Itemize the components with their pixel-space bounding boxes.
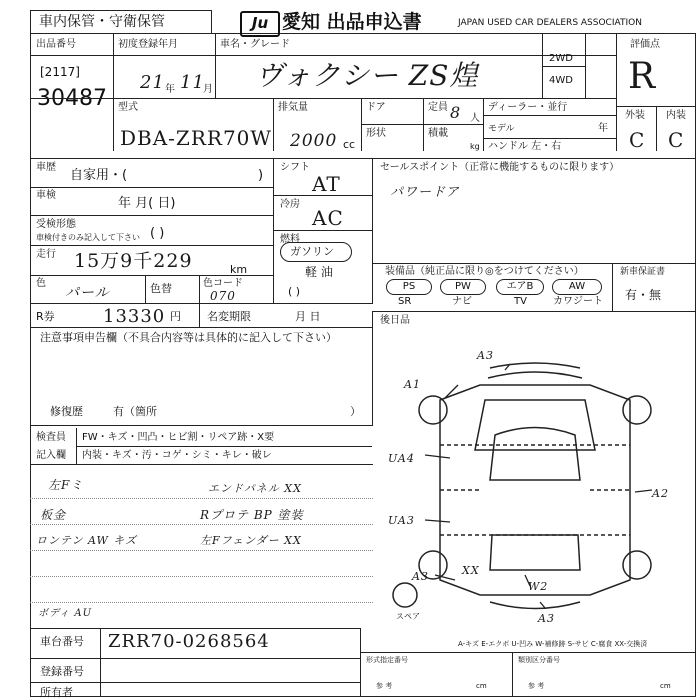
form-title: 愛知 出品申込書 xyxy=(282,11,422,33)
chassis-value: ZRR70-0268564 xyxy=(108,631,270,652)
equip-airbag: エアB xyxy=(496,279,544,295)
door-label: ドア xyxy=(366,102,386,113)
capacity-person: 人 xyxy=(470,113,480,124)
lot-number: 30487 xyxy=(37,86,107,111)
mark-a1: A1 xyxy=(404,378,421,391)
equip-tv: TV xyxy=(514,296,527,307)
spare-label: スペア xyxy=(396,612,420,621)
registration-label: 初度登録年月 xyxy=(118,39,178,50)
title-change-label: 名変期限 xyxy=(207,310,251,323)
rear-seat-label: 後日品 xyxy=(380,315,410,326)
recycle-note: 車検付きのみ記入して下さい xyxy=(36,233,140,242)
recycle-paren: ( ) xyxy=(150,226,165,241)
mileage-label: 走行 xyxy=(36,249,56,260)
aircon-value: AC xyxy=(312,206,344,230)
capacity-label: 定員 xyxy=(428,102,448,113)
owner-label: 所有者 xyxy=(40,686,73,699)
note-5: ロンテン AW キズ xyxy=(36,534,138,547)
dealer-label: ディーラー・並行 xyxy=(488,102,568,113)
fuel-alt: 軽 油 xyxy=(305,265,333,279)
note-7: ボディ AU xyxy=(38,608,93,619)
rating-interior-value: C xyxy=(668,128,685,152)
mark-a3-bl: A3 xyxy=(412,570,429,583)
color-code-value: 070 xyxy=(210,289,236,303)
aircon-label: 冷房 xyxy=(280,199,300,210)
rating-exterior-value: C xyxy=(629,128,646,152)
displacement-value: 2000 xyxy=(290,131,338,151)
equip-navi: ナビ xyxy=(452,296,472,307)
mark-xx: XX xyxy=(462,564,480,577)
history-label: 車歴 xyxy=(36,162,56,173)
mark-ua3: UA3 xyxy=(388,514,415,527)
color-label: 色 xyxy=(36,278,46,289)
color-change-label: 色替 xyxy=(150,282,172,295)
note-3: 板金 xyxy=(40,508,67,522)
warranty-value: 有・無 xyxy=(625,288,662,302)
displacement-label: 排気量 xyxy=(278,102,308,113)
cm-label-1: cm xyxy=(476,682,487,690)
ju-logo: Ju xyxy=(240,11,280,37)
equipment-label: 装備品（純正品に限り◎をつけてください） xyxy=(385,266,584,277)
mark-w2: W2 xyxy=(528,580,549,593)
rating-label: 評価点 xyxy=(630,39,660,50)
registration-nen: 年 xyxy=(165,84,175,95)
equip-seat: カワジート xyxy=(553,296,603,307)
load-kg: kg xyxy=(470,142,480,151)
model-name-label: 車名・グレード xyxy=(220,39,290,50)
selling-points-value: パワードア xyxy=(390,185,460,200)
color-value: パール xyxy=(65,285,110,301)
inspector-label: 検査員 xyxy=(36,432,66,443)
inspector-legend-1: FW・キズ・凹凸・ヒビ割・リペア跡・X要 xyxy=(82,432,275,443)
recycle-label: 受検形態 xyxy=(36,219,76,230)
note-4: Rプロテ BP 塗装 xyxy=(200,508,304,522)
recycle-fee-label: R券 xyxy=(36,310,55,323)
shift-label: シフト xyxy=(280,162,310,173)
storage-label: 車内保管・守衛保管 xyxy=(39,14,165,30)
repair-close: ） xyxy=(350,405,361,418)
rating-exterior-label: 外装 xyxy=(625,110,645,121)
mileage-value: 15万9千229 xyxy=(74,250,193,272)
note-6: 左Fフェンダー XX xyxy=(200,534,302,547)
ref-label-1: 参 考 xyxy=(376,682,393,690)
mark-a3-top: A3 xyxy=(477,349,494,362)
equip-sr: SR xyxy=(398,296,412,307)
mark-a2: A2 xyxy=(652,487,669,500)
title-change-value: 月 日 xyxy=(295,310,321,323)
history-value: 自家用・( xyxy=(70,168,128,183)
reg-number-label: 登録番号 xyxy=(40,665,84,678)
lot-sub-number: [2117] xyxy=(40,65,80,79)
load-label: 積載 xyxy=(428,128,448,139)
repair-label: 修復歴 xyxy=(50,405,83,418)
inspection-label: 車検 xyxy=(36,190,56,201)
type-value: DBA-ZRR70W xyxy=(120,126,272,150)
drive-4wd: 4WD xyxy=(549,75,573,86)
handle-label: ハンドル 左・右 xyxy=(488,141,562,152)
cm-label-2: cm xyxy=(660,682,671,690)
chassis-label: 車台番号 xyxy=(40,635,84,648)
type-designation-label: 形式指定番号 xyxy=(366,656,408,664)
mark-a3-bottom: A3 xyxy=(538,612,555,625)
warranty-label: 新車保証書 xyxy=(620,267,666,277)
shape-label: 形状 xyxy=(366,128,386,139)
capacity-value: 8 xyxy=(450,103,462,122)
equip-ps: PS xyxy=(386,279,432,295)
fuel-label: 燃料 xyxy=(280,234,300,245)
mark-ua4: UA4 xyxy=(388,452,415,465)
mileage-unit: km xyxy=(230,263,248,276)
inspector-entry-label: 記入欄 xyxy=(36,450,66,461)
storage-box xyxy=(30,10,212,34)
model-name-value: ヴォクシー ZS煌 xyxy=(255,59,479,92)
recycle-fee-yen: 円 xyxy=(170,310,181,323)
equip-pw: PW xyxy=(440,279,486,295)
model-year-label: モデル xyxy=(488,124,515,134)
fuel-paren: ( ) xyxy=(288,285,301,298)
recycle-fee-value: 13330 xyxy=(103,306,166,327)
lot-label: 出品番号 xyxy=(36,39,76,50)
fuel-value: ガソリン xyxy=(290,245,334,258)
association-name: JAPAN USED CAR DEALERS ASSOCIATION xyxy=(458,18,642,28)
category-number-label: 類別区分番号 xyxy=(518,656,560,664)
note-2: エンドパネル XX xyxy=(208,482,302,495)
model-year-suffix: 年 xyxy=(598,123,608,134)
note-1: 左Fミ xyxy=(48,478,84,492)
registration-year: 21 xyxy=(140,72,165,93)
ref-label-2: 参 考 xyxy=(528,682,545,690)
displacement-cc: cc xyxy=(343,138,356,151)
rating-value: R xyxy=(628,56,657,97)
repair-value: 有（箇所 xyxy=(113,405,157,418)
color-code-label: 色コード xyxy=(203,278,243,289)
history-close: ) xyxy=(258,168,264,183)
registration-tsuki: 月 xyxy=(203,84,213,95)
shift-value: AT xyxy=(312,172,341,196)
registration-month: 11 xyxy=(180,72,205,93)
drive-2wd: 2WD xyxy=(549,53,573,64)
inspector-legend-2: 内装・キズ・汚・コゲ・シミ・キレ・破レ xyxy=(82,450,272,461)
type-label: 型式 xyxy=(118,102,138,113)
equip-aw: AW xyxy=(552,279,602,295)
inspection-value: 年 月( 日) xyxy=(118,196,176,211)
selling-points-label: セールスポイント（正常に機能するものに限ります） xyxy=(380,162,620,173)
damage-legend: A-キズ E-エクボ U-凹み W-補修跡 S-サビ C-腐食 XX-交換済 xyxy=(458,640,648,648)
notes-label: 注意事項申告欄（不具合内容等は具体的に記入して下さい） xyxy=(40,331,337,344)
rating-interior-label: 内装 xyxy=(666,110,686,121)
